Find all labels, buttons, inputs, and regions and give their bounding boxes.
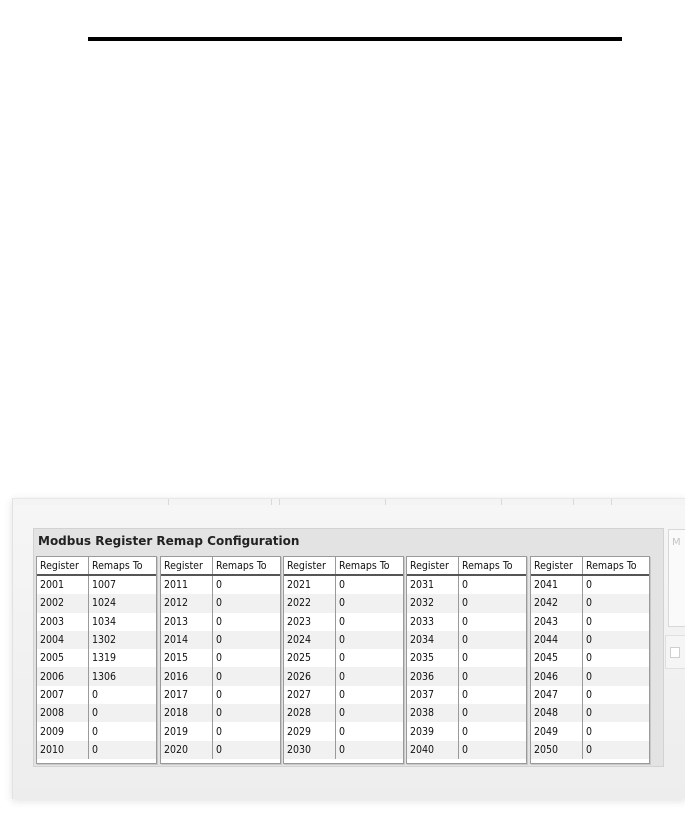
table-row[interactable] <box>161 667 280 685</box>
table-row[interactable] <box>284 594 403 612</box>
remaps-to-cell[interactable]: 0 <box>586 652 593 665</box>
register-cell: 2043 <box>531 613 583 631</box>
register-cell: 2024 <box>284 631 336 649</box>
remaps-to-cell[interactable]: 0 <box>213 704 281 722</box>
table-row[interactable] <box>407 722 526 740</box>
register-cell: 2006 <box>37 667 89 685</box>
column-header-register[interactable]: Register <box>531 557 583 575</box>
table-row[interactable] <box>161 613 280 631</box>
register-table <box>531 557 649 759</box>
table-row[interactable] <box>37 649 156 667</box>
register-cell: 2030 <box>284 741 336 759</box>
table-row[interactable] <box>284 704 403 722</box>
remaps-to-cell[interactable]: 1007 <box>92 579 117 592</box>
table-row[interactable] <box>37 667 156 685</box>
register-cell: 2014 <box>161 631 213 649</box>
remaps-to-cell[interactable]: 0 <box>462 615 469 628</box>
register-cell: 2045 <box>531 649 583 667</box>
table-row[interactable] <box>37 686 156 704</box>
register-cell: 2004 <box>37 631 89 649</box>
panel-title: Modbus Register Remap Configuration <box>38 534 300 548</box>
column-header-remaps-to[interactable]: Remaps To <box>583 557 650 575</box>
remaps-to-cell[interactable]: 0 <box>462 688 469 701</box>
remaps-to-cell[interactable]: 1319 <box>92 652 117 665</box>
register-grid-4 <box>406 556 527 764</box>
remaps-to-cell[interactable]: 0 <box>92 725 99 738</box>
side-panel-label: M <box>672 537 681 548</box>
register-cell: 2010 <box>37 741 89 759</box>
remaps-to-cell[interactable]: 0 <box>213 631 281 649</box>
table-row[interactable] <box>531 575 649 594</box>
tab-strip <box>13 499 685 505</box>
remaps-to-cell[interactable]: 0 <box>213 594 281 612</box>
remaps-to-cell[interactable]: 0 <box>213 667 281 685</box>
register-cell: 2029 <box>284 722 336 740</box>
table-row[interactable] <box>284 722 403 740</box>
register-cell: 2046 <box>531 667 583 685</box>
remaps-to-cell[interactable]: 0 <box>586 615 593 628</box>
register-cell: 2025 <box>284 649 336 667</box>
register-cell: 2018 <box>161 704 213 722</box>
remaps-to-cell[interactable]: 0 <box>336 741 404 759</box>
register-table <box>407 557 526 759</box>
register-cell: 2015 <box>161 649 213 667</box>
table-row[interactable] <box>284 649 403 667</box>
register-cell: 2016 <box>161 667 213 685</box>
register-cell: 2020 <box>161 741 213 759</box>
remaps-to-cell[interactable]: 0 <box>459 667 527 685</box>
register-cell: 2011 <box>161 575 213 594</box>
table-row[interactable] <box>37 722 156 740</box>
table-row[interactable] <box>37 613 156 631</box>
register-cell: 2034 <box>407 631 459 649</box>
register-table <box>161 557 280 759</box>
table-row[interactable] <box>284 741 403 759</box>
register-cell: 2031 <box>407 575 459 594</box>
register-cell: 2050 <box>531 741 583 759</box>
column-header-register[interactable]: Register <box>161 557 213 575</box>
column-header-remaps-to[interactable]: Remaps To <box>213 557 281 575</box>
top-divider-line <box>88 37 622 41</box>
table-row[interactable] <box>531 631 649 649</box>
table-row[interactable] <box>407 741 526 759</box>
register-grid-2 <box>160 556 281 764</box>
remaps-to-cell[interactable]: 0 <box>216 615 223 628</box>
register-table <box>37 557 156 759</box>
remaps-to-cell[interactable]: 0 <box>339 725 346 738</box>
remaps-to-cell[interactable]: 0 <box>583 631 650 649</box>
side-button[interactable] <box>670 647 680 658</box>
register-grid-1 <box>36 556 157 764</box>
register-cell: 2027 <box>284 686 336 704</box>
remaps-to-cell[interactable]: 1306 <box>89 667 157 685</box>
table-row[interactable] <box>161 686 280 704</box>
table-row[interactable] <box>37 631 156 649</box>
table-row[interactable] <box>284 613 403 631</box>
register-cell: 2019 <box>161 722 213 740</box>
remaps-to-cell[interactable]: 0 <box>586 688 593 701</box>
register-cell: 2007 <box>37 686 89 704</box>
register-cell: 2013 <box>161 613 213 631</box>
table-row[interactable] <box>407 575 526 594</box>
table-row[interactable] <box>531 686 649 704</box>
table-row[interactable] <box>531 722 649 740</box>
register-table <box>284 557 403 759</box>
remaps-to-cell[interactable]: 0 <box>336 631 404 649</box>
register-cell: 2017 <box>161 686 213 704</box>
register-cell: 2044 <box>531 631 583 649</box>
table-row[interactable] <box>284 631 403 649</box>
remaps-to-cell[interactable]: 0 <box>339 652 346 665</box>
table-row[interactable] <box>161 741 280 759</box>
register-cell: 2002 <box>37 594 89 612</box>
side-panel <box>668 529 685 627</box>
table-row[interactable] <box>407 613 526 631</box>
table-row[interactable] <box>531 613 649 631</box>
column-header-register[interactable]: Register <box>284 557 336 575</box>
register-cell: 2037 <box>407 686 459 704</box>
table-row[interactable] <box>161 704 280 722</box>
remaps-to-cell[interactable]: 0 <box>89 741 157 759</box>
register-cell: 2032 <box>407 594 459 612</box>
remaps-to-cell[interactable]: 0 <box>339 688 346 701</box>
remaps-to-cell[interactable]: 0 <box>583 704 650 722</box>
register-cell: 2023 <box>284 613 336 631</box>
table-row[interactable] <box>531 649 649 667</box>
register-cell: 2047 <box>531 686 583 704</box>
table-row[interactable] <box>284 686 403 704</box>
table-row[interactable] <box>284 575 403 594</box>
register-cell: 2040 <box>407 741 459 759</box>
side-toolbar <box>665 635 685 669</box>
table-row[interactable] <box>531 704 649 722</box>
remaps-to-cell[interactable]: 0 <box>462 652 469 665</box>
remaps-to-cell[interactable]: 0 <box>586 725 593 738</box>
table-row[interactable] <box>407 667 526 685</box>
remaps-to-cell[interactable]: 0 <box>216 652 223 665</box>
remaps-to-cell[interactable]: 0 <box>459 704 527 722</box>
remaps-to-cell[interactable]: 0 <box>216 725 223 738</box>
register-cell: 2001 <box>37 575 89 594</box>
register-cell: 2021 <box>284 575 336 594</box>
register-cell: 2003 <box>37 613 89 631</box>
remaps-to-cell[interactable]: 0 <box>336 594 404 612</box>
remaps-to-cell[interactable]: 0 <box>459 631 527 649</box>
register-cell: 2038 <box>407 704 459 722</box>
remaps-to-cell[interactable]: 0 <box>459 741 527 759</box>
register-cell: 2041 <box>531 575 583 594</box>
register-cell: 2035 <box>407 649 459 667</box>
table-row[interactable] <box>161 594 280 612</box>
remaps-to-cell[interactable]: 0 <box>459 594 527 612</box>
remaps-to-cell[interactable]: 0 <box>216 579 223 592</box>
table-row[interactable] <box>531 667 649 685</box>
table-row[interactable] <box>407 686 526 704</box>
table-row[interactable] <box>37 575 156 594</box>
table-row[interactable] <box>161 649 280 667</box>
table-row[interactable] <box>531 741 649 759</box>
column-header-remaps-to[interactable]: Remaps To <box>459 557 527 575</box>
table-header-row <box>531 557 649 575</box>
table-row[interactable] <box>531 594 649 612</box>
remaps-to-cell[interactable]: 0 <box>583 594 650 612</box>
register-cell: 2012 <box>161 594 213 612</box>
table-row[interactable] <box>407 594 526 612</box>
remaps-to-cell[interactable]: 0 <box>89 704 157 722</box>
register-cell: 2042 <box>531 594 583 612</box>
column-header-remaps-to[interactable]: Remaps To <box>89 557 157 575</box>
remaps-to-cell[interactable]: 0 <box>339 579 346 592</box>
table-row[interactable] <box>407 649 526 667</box>
table-header-row <box>407 557 526 575</box>
table-row[interactable] <box>407 704 526 722</box>
remaps-to-cell[interactable]: 0 <box>462 579 469 592</box>
remaps-to-cell[interactable]: 1034 <box>92 615 117 628</box>
register-cell: 2008 <box>37 704 89 722</box>
table-header-row <box>37 557 156 575</box>
register-cell: 2033 <box>407 613 459 631</box>
table-row[interactable] <box>37 704 156 722</box>
remaps-to-cell[interactable]: 0 <box>462 725 469 738</box>
register-cell: 2022 <box>284 594 336 612</box>
register-cell: 2028 <box>284 704 336 722</box>
remaps-to-cell[interactable]: 0 <box>583 667 650 685</box>
table-header-row <box>284 557 403 575</box>
table-row[interactable] <box>161 575 280 594</box>
register-cell: 2026 <box>284 667 336 685</box>
table-header-row <box>161 557 280 575</box>
remaps-to-cell[interactable]: 0 <box>583 741 650 759</box>
column-header-register[interactable]: Register <box>407 557 459 575</box>
register-grid-3 <box>283 556 404 764</box>
table-row[interactable] <box>284 667 403 685</box>
remaps-to-cell[interactable]: 1302 <box>89 631 157 649</box>
register-cell: 2039 <box>407 722 459 740</box>
table-row[interactable] <box>161 722 280 740</box>
register-cell: 2036 <box>407 667 459 685</box>
remaps-to-cell[interactable]: 0 <box>216 688 223 701</box>
remaps-to-cell[interactable]: 0 <box>336 667 404 685</box>
table-row[interactable] <box>407 631 526 649</box>
remaps-to-cell[interactable]: 0 <box>92 688 99 701</box>
remaps-to-cell[interactable]: 0 <box>336 704 404 722</box>
register-cell: 2009 <box>37 722 89 740</box>
screenshot-frame <box>12 498 685 799</box>
remaps-to-cell[interactable]: 0 <box>339 615 346 628</box>
register-cell: 2005 <box>37 649 89 667</box>
remaps-to-cell[interactable]: 1024 <box>89 594 157 612</box>
table-row[interactable] <box>37 594 156 612</box>
column-header-remaps-to[interactable]: Remaps To <box>336 557 404 575</box>
remaps-to-cell[interactable]: 0 <box>213 741 281 759</box>
table-row[interactable] <box>161 631 280 649</box>
register-grid-5 <box>530 556 650 764</box>
register-cell: 2049 <box>531 722 583 740</box>
table-row[interactable] <box>37 741 156 759</box>
remap-config-panel <box>33 528 664 767</box>
register-cell: 2048 <box>531 704 583 722</box>
remaps-to-cell[interactable]: 0 <box>586 579 593 592</box>
column-header-register[interactable]: Register <box>37 557 89 575</box>
